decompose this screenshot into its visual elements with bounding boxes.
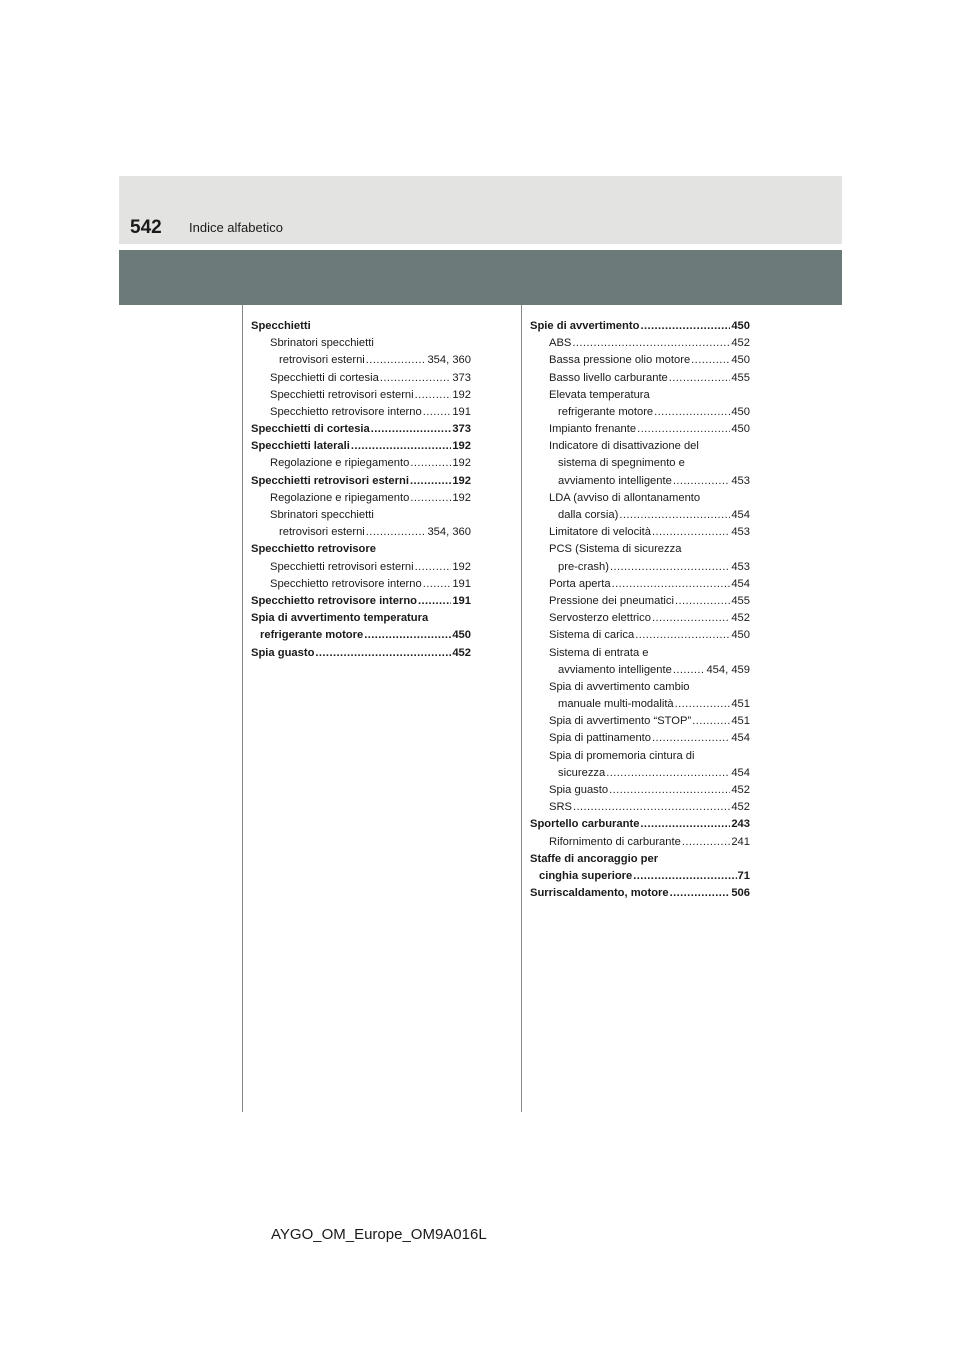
- index-entry-page: 454: [731, 577, 750, 590]
- index-entry-label: Specchietto retrovisore interno: [270, 405, 422, 418]
- index-entry-label: Pressione dei pneumatici: [549, 594, 674, 607]
- leader-dots: [572, 335, 730, 352]
- index-entry: [530, 593, 750, 610]
- index-entry: [530, 696, 750, 713]
- index-entry-page: 454: [731, 732, 750, 745]
- leader-dots: [675, 696, 731, 713]
- index-entry: [530, 370, 750, 387]
- index-entry: [530, 456, 750, 473]
- index-entry-label: Specchietti retrovisori esterni: [251, 474, 409, 487]
- index-entry-page: 191: [452, 594, 471, 607]
- index-entry: [530, 748, 750, 765]
- leader-dots: [640, 816, 730, 833]
- index-entry-label: dalla corsia): [558, 509, 619, 522]
- index-entry-label: Indicatore di disattivazione del: [549, 440, 699, 453]
- index-entry-label: Sistema di entrata e: [549, 646, 649, 659]
- index-entry-page: 71: [737, 869, 750, 882]
- index-entry-page: 373: [452, 371, 471, 384]
- index-entry-label: Specchietti di cortesia: [270, 371, 379, 384]
- index-entry-label: Specchietti retrovisori esterni: [270, 560, 414, 573]
- index-entry-page: 452: [731, 612, 750, 625]
- leader-dots: [637, 421, 730, 438]
- leader-dots: [573, 799, 730, 816]
- index-entry-label: Impianto frenante: [549, 423, 637, 436]
- leader-dots: [675, 593, 730, 610]
- section-banner: [119, 250, 842, 305]
- index-entry-page: 455: [731, 371, 750, 384]
- index-entry-label: Specchietti: [251, 319, 311, 332]
- section-title: Indice alfabetico: [189, 220, 283, 235]
- index-entry-page: 192: [452, 474, 471, 487]
- index-entry: [251, 610, 471, 627]
- index-entry-label: LDA (avviso di allontanamento: [549, 491, 701, 504]
- index-entry: [251, 438, 471, 455]
- index-entry: [251, 490, 471, 507]
- index-entry: [530, 318, 750, 335]
- index-entry-label: manuale multi-modalità: [558, 698, 674, 711]
- index-entry: [530, 438, 750, 455]
- index-entry-label: Sistema di carica: [549, 629, 635, 642]
- index-entry-page: 454: [731, 509, 750, 522]
- index-entry-label: Spia guasto: [251, 646, 315, 659]
- leader-dots: [610, 559, 730, 576]
- index-entry-page: 452: [452, 646, 471, 659]
- index-entry-label: pre-crash): [558, 560, 609, 573]
- index-entry-label: avviamento intelligente: [558, 474, 672, 487]
- index-entry-label: Specchietti di cortesia: [251, 423, 370, 436]
- index-entry: [251, 352, 471, 369]
- index-entry-page: 354, 360: [427, 526, 471, 539]
- index-entry-page: 450: [731, 629, 750, 642]
- index-entry: [530, 524, 750, 541]
- index-entry-page: 453: [731, 526, 750, 539]
- leader-dots: [410, 490, 451, 507]
- index-entry: [251, 576, 471, 593]
- index-entry-label: Specchietti laterali: [251, 440, 350, 453]
- index-entry: [251, 524, 471, 541]
- index-column-right: [530, 318, 750, 902]
- index-entry-page: 452: [731, 784, 750, 797]
- page-number: 542: [130, 217, 162, 238]
- leader-dots: [315, 645, 451, 662]
- index-entry: [530, 645, 750, 662]
- index-entry-label: sistema di spegnimento e: [558, 457, 685, 470]
- index-entry: [251, 541, 471, 558]
- leader-dots: [691, 352, 730, 369]
- leader-dots: [612, 576, 731, 593]
- index-entry-label: cinghia superiore: [539, 869, 633, 882]
- index-entry: [530, 851, 750, 868]
- index-entry-label: refrigerante motore: [558, 405, 654, 418]
- leader-dots: [415, 387, 452, 404]
- leader-dots: [423, 576, 452, 593]
- leader-dots: [351, 438, 451, 455]
- index-entry: [530, 816, 750, 833]
- index-entry-page: 454, 459: [706, 663, 750, 676]
- index-entry: [251, 627, 471, 644]
- index-entry: [251, 421, 471, 438]
- index-entry-page: 192: [452, 440, 471, 453]
- leader-dots: [633, 868, 736, 885]
- index-entry: [251, 645, 471, 662]
- leader-dots: [423, 404, 452, 421]
- index-entry-label: retrovisori esterni: [279, 354, 365, 367]
- index-entry: [530, 352, 750, 369]
- index-entry: [530, 713, 750, 730]
- index-entry: [530, 885, 750, 902]
- leader-dots: [380, 370, 452, 387]
- index-entry: [251, 335, 471, 352]
- index-entry: [530, 731, 750, 748]
- leader-dots: [673, 662, 706, 679]
- index-entry-page: 450: [731, 423, 750, 436]
- index-entry-page: 192: [452, 491, 471, 504]
- index-entry: [530, 404, 750, 421]
- index-entry: [530, 627, 750, 644]
- leader-dots: [692, 713, 730, 730]
- index-entry-page: 452: [731, 801, 750, 814]
- index-entry-page: 373: [452, 423, 471, 436]
- index-entry-label: ABS: [549, 337, 572, 350]
- index-entry: [530, 662, 750, 679]
- index-entry-label: Spie di avvertimento: [530, 319, 640, 332]
- leader-dots: [652, 524, 730, 541]
- leader-dots: [669, 370, 731, 387]
- index-entry-label: Specchietto retrovisore: [251, 543, 376, 556]
- index-entry: [251, 593, 471, 610]
- index-entry-label: Servosterzo elettrico: [549, 612, 651, 625]
- index-entry-label: Sbrinatori specchietti: [270, 509, 374, 522]
- index-entry-page: 452: [731, 337, 750, 350]
- index-entry: [251, 404, 471, 421]
- index-entry-label: Limitatore di velocità: [549, 526, 651, 539]
- leader-dots: [640, 318, 730, 335]
- leader-dots: [682, 834, 730, 851]
- index-entry: [530, 610, 750, 627]
- index-entry: [530, 473, 750, 490]
- leader-dots: [418, 593, 451, 610]
- index-entry-label: Staffe di ancoraggio per: [530, 852, 659, 865]
- middle-column-rule: [521, 305, 522, 1112]
- index-entry-label: Sportello carburante: [530, 818, 640, 831]
- index-entry-page: 451: [731, 698, 750, 711]
- index-entry-page: 192: [452, 388, 471, 401]
- index-entry-label: Spia di avvertimento “STOP”: [549, 715, 692, 728]
- index-entry: [530, 559, 750, 576]
- index-entry: [251, 387, 471, 404]
- index-entry: [530, 387, 750, 404]
- left-column-rule: [242, 305, 243, 1112]
- index-entry: [251, 507, 471, 524]
- index-entry-page: 453: [731, 474, 750, 487]
- index-entry-page: 241: [731, 835, 750, 848]
- index-entry-page: 243: [731, 818, 750, 831]
- index-entry: [251, 456, 471, 473]
- index-entry-label: Bassa pressione olio motore: [549, 354, 691, 367]
- index-entry: [530, 421, 750, 438]
- leader-dots: [619, 507, 730, 524]
- index-entry-label: Surriscaldamento, motore: [530, 887, 669, 900]
- index-entry-label: Rifornimento di carburante: [549, 835, 681, 848]
- index-entry-page: 192: [452, 457, 471, 470]
- leader-dots: [652, 730, 730, 747]
- leader-dots: [673, 473, 731, 490]
- index-entry: [251, 370, 471, 387]
- index-entry: [251, 318, 471, 335]
- index-entry-page: 192: [452, 560, 471, 573]
- index-entry-label: Elevata temperatura: [549, 388, 650, 401]
- index-entry-label: Spia di avvertimento temperatura: [251, 612, 429, 625]
- index-entry-label: sicurezza: [558, 766, 606, 779]
- index-entry-label: Regolazione e ripiegamento: [270, 491, 410, 504]
- index-entry: [530, 799, 750, 816]
- index-entry-label: SRS: [549, 801, 573, 814]
- index-entry-page: 450: [731, 319, 750, 332]
- index-entry-label: Spia guasto: [549, 784, 609, 797]
- index-entry: [530, 868, 750, 885]
- index-entry-page: 450: [731, 354, 750, 367]
- leader-dots: [609, 782, 730, 799]
- index-entry-page: 450: [452, 629, 471, 642]
- index-entry: [251, 559, 471, 576]
- leader-dots: [371, 421, 452, 438]
- index-entry: [530, 507, 750, 524]
- index-entry-label: Specchietto retrovisore interno: [251, 594, 417, 607]
- leader-dots: [652, 610, 730, 627]
- index-entry: [251, 473, 471, 490]
- leader-dots: [670, 885, 731, 902]
- index-entry-page: 451: [731, 715, 750, 728]
- leader-dots: [366, 524, 427, 541]
- index-entry: [530, 335, 750, 352]
- index-entry: [530, 679, 750, 696]
- index-entry-label: retrovisori esterni: [279, 526, 365, 539]
- index-entry: [530, 541, 750, 558]
- index-entry-label: Specchietto retrovisore interno: [270, 577, 422, 590]
- index-entry-label: Sbrinatori specchietti: [270, 337, 374, 350]
- leader-dots: [410, 455, 451, 472]
- index-entry-label: Spia di pattinamento: [549, 732, 651, 745]
- index-entry-label: Spia di promemoria cintura di: [549, 749, 695, 762]
- leader-dots: [606, 765, 730, 782]
- index-entry-page: 354, 360: [427, 354, 471, 367]
- leader-dots: [366, 352, 427, 369]
- index-entry-page: 450: [731, 405, 750, 418]
- index-entry-label: PCS (Sistema di sicurezza: [549, 543, 682, 556]
- leader-dots: [635, 627, 730, 644]
- index-entry-label: Porta aperta: [549, 577, 611, 590]
- index-entry-page: 453: [731, 560, 750, 573]
- index-entry: [530, 782, 750, 799]
- index-entry-page: 454: [731, 766, 750, 779]
- index-entry-page: 455: [731, 594, 750, 607]
- index-entry-label: Spia di avvertimento cambio: [549, 680, 690, 693]
- leader-dots: [415, 559, 452, 576]
- index-entry-label: Basso livello carburante: [549, 371, 668, 384]
- index-entry: [530, 490, 750, 507]
- index-entry-page: 191: [452, 577, 471, 590]
- index-entry-page: 191: [452, 405, 471, 418]
- index-entry-page: 506: [731, 887, 750, 900]
- index-entry-label: refrigerante motore: [260, 629, 364, 642]
- leader-dots: [654, 404, 730, 421]
- index-entry: [530, 834, 750, 851]
- index-column-left: [251, 318, 471, 662]
- leader-dots: [364, 627, 451, 644]
- index-entry: [530, 765, 750, 782]
- leader-dots: [410, 473, 451, 490]
- index-entry: [530, 576, 750, 593]
- index-entry-label: Specchietti retrovisori esterni: [270, 388, 414, 401]
- index-entry-label: avviamento intelligente: [558, 663, 672, 676]
- index-entry-label: Regolazione e ripiegamento: [270, 457, 410, 470]
- document-code: AYGO_OM_Europe_OM9A016L: [271, 1226, 487, 1243]
